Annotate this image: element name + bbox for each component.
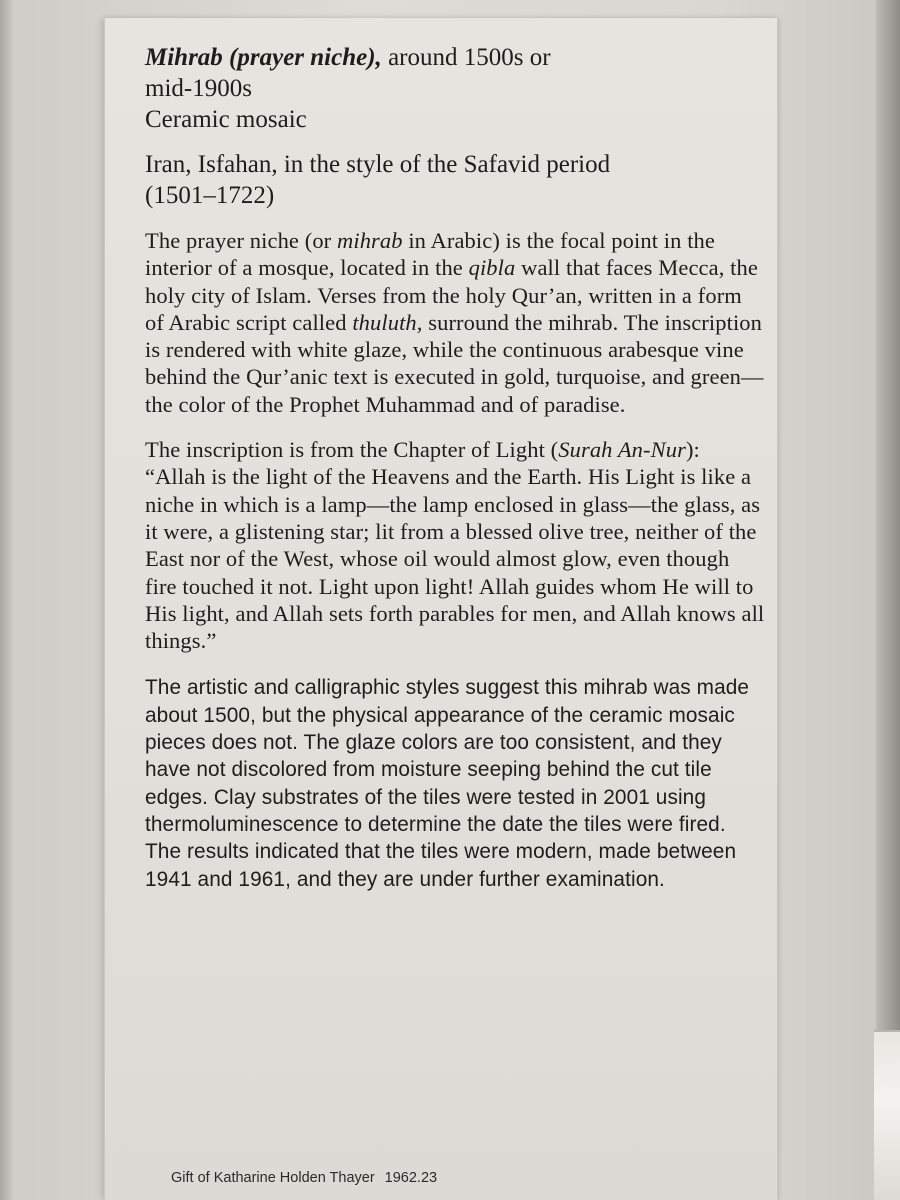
- description-paragraph-2: [145, 436, 765, 654]
- p1-text-c: wall that faces Mecca, the holy city of Islam. Verses from the holy Qur’an, written in a form of Arabic script called: [145, 255, 758, 335]
- description-paragraph-1: [145, 227, 765, 418]
- description-paragraph-3: The artistic and calligraphic styles suggest this mihrab was made about 1500, but the physical appearance of the ceramic mosaic pieces does not. The glaze colors are too consistent, and they have not discolored from moisture seeping behind the cut tile edges. Clay substrates of the tiles were tested in 2001 using thermoluminescence to determine the date the tiles were fired. The results indicated that the tiles were modern, made between 1941 and 1961, and they are under further examination.: [145, 676, 750, 891]
- p1-text-b: in Arabic) is the focal point in the interior of a mosque, located in the: [145, 228, 715, 281]
- p2-text-a: The inscription is from the Chapter of Light (: [145, 437, 559, 463]
- museum-label-card: [104, 18, 778, 1200]
- label-content: [145, 42, 765, 893]
- p2-term-surah: Surah An-Nur: [558, 437, 686, 463]
- display-case-corner: [874, 1030, 900, 1200]
- accession-number: 1962.23: [384, 1170, 438, 1186]
- title-line: [145, 42, 765, 73]
- culture-line-1: Iran, Isfahan, in the style of the Safavid period: [145, 151, 611, 178]
- artwork-date-continued: mid-1900s: [145, 75, 252, 102]
- p2-text-b: ): “Allah is the light of the Heavens and the Earth. His Light is like a niche in which is a lamp—the lamp enclosed in glass—the glass, as it were, a glistening star; lit from a blessed olive tree, neither of the East nor of the West, whose oil would almost glow, even though fire touched it not. Light upon light! Allah guides whom He will to His light, and Allah sets forth parables for men, and Allah knows all things.”: [145, 437, 765, 654]
- credit-text: Gift of Katharine Holden Thayer: [171, 1170, 375, 1186]
- artwork-date: around 1500s or: [388, 44, 551, 71]
- artwork-culture: [145, 149, 765, 211]
- wall-pillar: [876, 0, 900, 1200]
- artwork-medium: Ceramic mosaic: [145, 106, 307, 133]
- p1-term-thuluth: thuluth,: [352, 309, 423, 335]
- credit-line: [171, 1170, 437, 1186]
- culture-line-2: (1501–1722): [145, 182, 275, 209]
- artwork-title: Mihrab (prayer niche),: [145, 44, 382, 71]
- p1-term-qibla: qibla: [468, 255, 516, 281]
- wall-edge: [0, 0, 14, 1200]
- p1-term-mihrab: mihrab: [337, 228, 403, 253]
- p1-text-a: The prayer niche (or: [145, 228, 337, 253]
- p1-text-d: surround the mihrab. The inscription is rendered with white glaze, while the continuous arabesque vine behind the Qur’anic text is executed in gold, turquoise, and green—the color of the Prophet Muhammad and of paradise.: [145, 309, 764, 417]
